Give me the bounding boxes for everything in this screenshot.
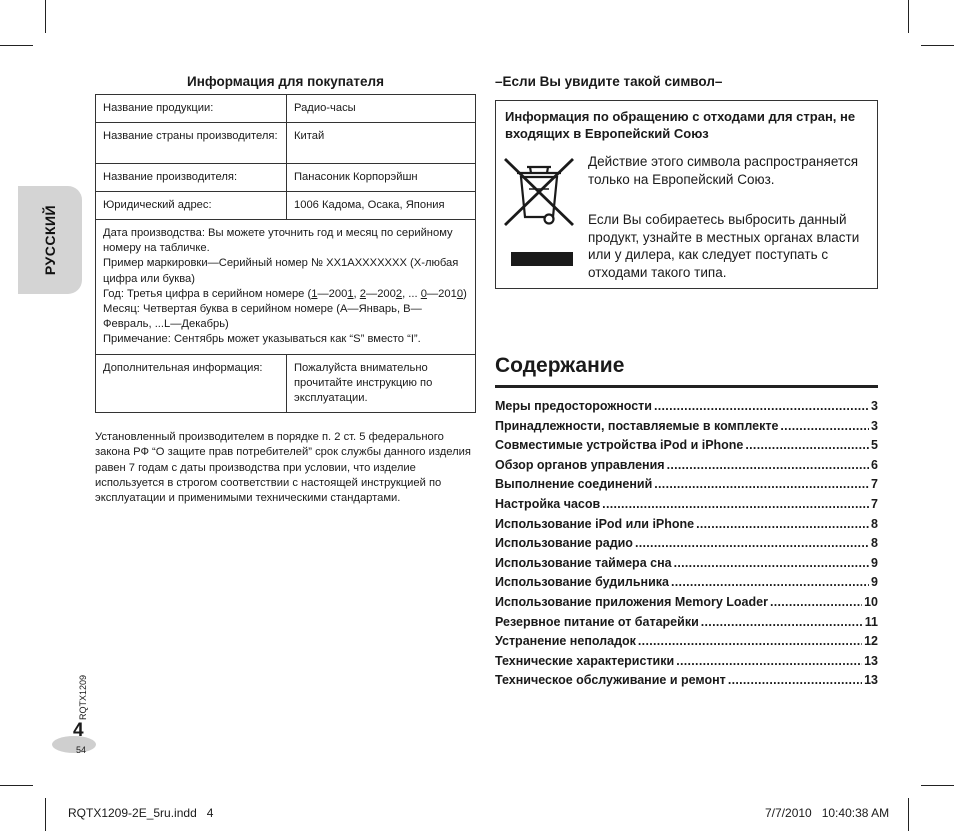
toc-item[interactable] bbox=[495, 673, 878, 693]
toc-item-label: Обзор органов управления bbox=[495, 457, 665, 472]
crop-mark bbox=[908, 798, 909, 831]
table-row bbox=[96, 354, 476, 412]
toc-item-page: 13 bbox=[864, 673, 878, 688]
address-label: Юридический адрес: bbox=[96, 192, 287, 220]
crop-mark bbox=[45, 0, 46, 33]
waste-info-title: Информация по обращению с отходами для стран, не входящих в Европейский Союз bbox=[505, 109, 856, 141]
buyer-info-title: Информация для покупателя bbox=[186, 74, 385, 89]
footer-file-name: RQTX1209-2E_5ru.indd 4 bbox=[68, 806, 214, 820]
toc-item-page: 12 bbox=[864, 634, 878, 649]
country-value: Китай bbox=[287, 123, 476, 164]
toc-item[interactable] bbox=[495, 595, 878, 615]
toc-item[interactable] bbox=[495, 419, 878, 439]
country-label: Название страны производителя: bbox=[96, 123, 287, 164]
toc-item-page: 13 bbox=[864, 653, 878, 668]
toc-item-page: 11 bbox=[864, 614, 878, 629]
eu-only-paragraph: Действие этого символа распространяется только на Европейский Союз. bbox=[588, 154, 859, 187]
toc-item-label: Настройка часов bbox=[495, 496, 601, 511]
table-of-contents bbox=[495, 399, 878, 693]
buyer-info-table bbox=[95, 94, 476, 413]
toc-item-label: Использование радио bbox=[495, 536, 633, 551]
service-life-note: Установленный производителем в порядке п. 2 ст. 5 федерального закона РФ “О защите прав потребителей” срок службы данного изделия равен 7 годам с даты производства при условии, что изделие используется в строгом соответствии с настоящей инструкцией по эксплуатации и применимыми техническими стандартами. bbox=[95, 431, 471, 505]
symbol-section-header: –Если Вы увидите такой символ– bbox=[495, 74, 723, 89]
toc-item-page: 10 bbox=[864, 594, 878, 609]
september-note: Примечание: Сентябрь может указываться как “S” вместо “I”. bbox=[103, 333, 421, 346]
waste-info-box bbox=[495, 100, 878, 289]
toc-item[interactable] bbox=[495, 497, 878, 517]
manufacturer-value: Панасоник Корпорэйшн bbox=[287, 164, 476, 192]
toc-item[interactable] bbox=[495, 654, 878, 674]
language-tab bbox=[18, 186, 82, 294]
year-rule: Год: Третья цифра в серийном номере (1—2001, 2—2002, ... 0—2010) bbox=[103, 287, 467, 300]
toc-item-label: Использование таймера сна bbox=[495, 555, 672, 570]
production-date-cell bbox=[96, 220, 476, 355]
toc-item-page: 9 bbox=[871, 575, 878, 590]
toc-item-page: 5 bbox=[871, 438, 878, 453]
crop-mark bbox=[0, 45, 33, 46]
month-rule: Месяц: Четвертая буква в серийном номере (A—Январь, B—Февраль, ...L—Декабрь) bbox=[103, 303, 422, 331]
crop-mark bbox=[908, 0, 909, 33]
model-code-vertical: RQTX1209 bbox=[78, 674, 88, 720]
additional-info-value: Пожалуйста внимательно прочитайте инструкцию по эксплуатации. bbox=[287, 354, 476, 412]
disposal-advice-paragraph: Если Вы собираетесь выбросить данный продукт, узнайте в местных органах власти или у дилера, как следует поступать с отходами такого типа. bbox=[588, 212, 860, 280]
crop-mark bbox=[0, 785, 33, 786]
table-row bbox=[96, 192, 476, 220]
production-date-intro: Дата производства: Вы можете уточнить год и месяц по серийному номеру на табличке. bbox=[103, 227, 453, 255]
toc-item[interactable] bbox=[495, 615, 878, 635]
crop-mark bbox=[45, 798, 46, 831]
toc-item-label: Меры предосторожности bbox=[495, 399, 652, 413]
toc-item[interactable] bbox=[495, 634, 878, 654]
toc-item-page: 7 bbox=[871, 496, 878, 511]
toc-item-label: Принадлежности, поставляемые в комплекте bbox=[495, 418, 779, 433]
toc-item-label: Совместимые устройства iPod и iPhone bbox=[495, 438, 744, 453]
product-name-value: Радио-часы bbox=[287, 95, 476, 123]
contents-title: Содержание bbox=[495, 354, 625, 377]
serial-example: Пример маркировки—Серийный номер № XX1AXXXXXXX (X-любая цифра или буква) bbox=[103, 257, 459, 285]
toc-item-page: 3 bbox=[871, 418, 878, 433]
additional-info-label: Дополнительная информация: bbox=[96, 354, 287, 412]
crossed-bin-icon bbox=[503, 155, 575, 267]
product-name-label: Название продукции: bbox=[96, 95, 287, 123]
toc-item-label: Использование iPod или iPhone bbox=[495, 516, 695, 531]
toc-item[interactable] bbox=[495, 458, 878, 478]
address-value: 1006 Кадома, Осака, Япония bbox=[287, 192, 476, 220]
toc-item-label: Резервное питание от батарейки bbox=[495, 614, 699, 629]
toc-item[interactable] bbox=[495, 477, 878, 497]
table-row bbox=[96, 95, 476, 123]
toc-item[interactable] bbox=[495, 517, 878, 537]
crop-mark bbox=[921, 45, 954, 46]
toc-item-page: 8 bbox=[871, 536, 878, 551]
manufacturer-label: Название производителя: bbox=[96, 164, 287, 192]
toc-item-label: Техническое обслуживание и ремонт bbox=[495, 673, 726, 688]
toc-item-page: 7 bbox=[871, 477, 878, 492]
toc-item-label: Использование будильника bbox=[495, 575, 669, 590]
toc-item-label: Выполнение соединений bbox=[495, 477, 653, 492]
table-row bbox=[96, 164, 476, 192]
print-page-number: 54 bbox=[76, 745, 87, 755]
toc-item-page: 9 bbox=[871, 555, 878, 570]
toc-item-page: 3 bbox=[871, 399, 878, 413]
toc-item-label: Использование приложения Memory Loader bbox=[495, 594, 768, 609]
toc-item[interactable] bbox=[495, 556, 878, 576]
toc-item[interactable] bbox=[495, 399, 878, 419]
language-tab-label: РУССКИЙ bbox=[42, 204, 58, 276]
toc-item[interactable] bbox=[495, 536, 878, 556]
toc-item-page: 8 bbox=[871, 516, 878, 531]
footer-datetime: 7/7/2010 10:40:38 AM bbox=[765, 806, 890, 820]
page-number: 4 bbox=[73, 720, 84, 741]
table-row bbox=[96, 220, 476, 355]
table-row bbox=[96, 123, 476, 164]
toc-item[interactable] bbox=[495, 575, 878, 595]
crop-mark bbox=[921, 785, 954, 786]
toc-item-label: Технические характеристики bbox=[495, 653, 675, 668]
contents-divider bbox=[495, 385, 878, 388]
toc-item-page: 6 bbox=[871, 457, 878, 472]
toc-item[interactable] bbox=[495, 438, 878, 458]
toc-item-label: Устранение неполадок bbox=[495, 634, 636, 649]
